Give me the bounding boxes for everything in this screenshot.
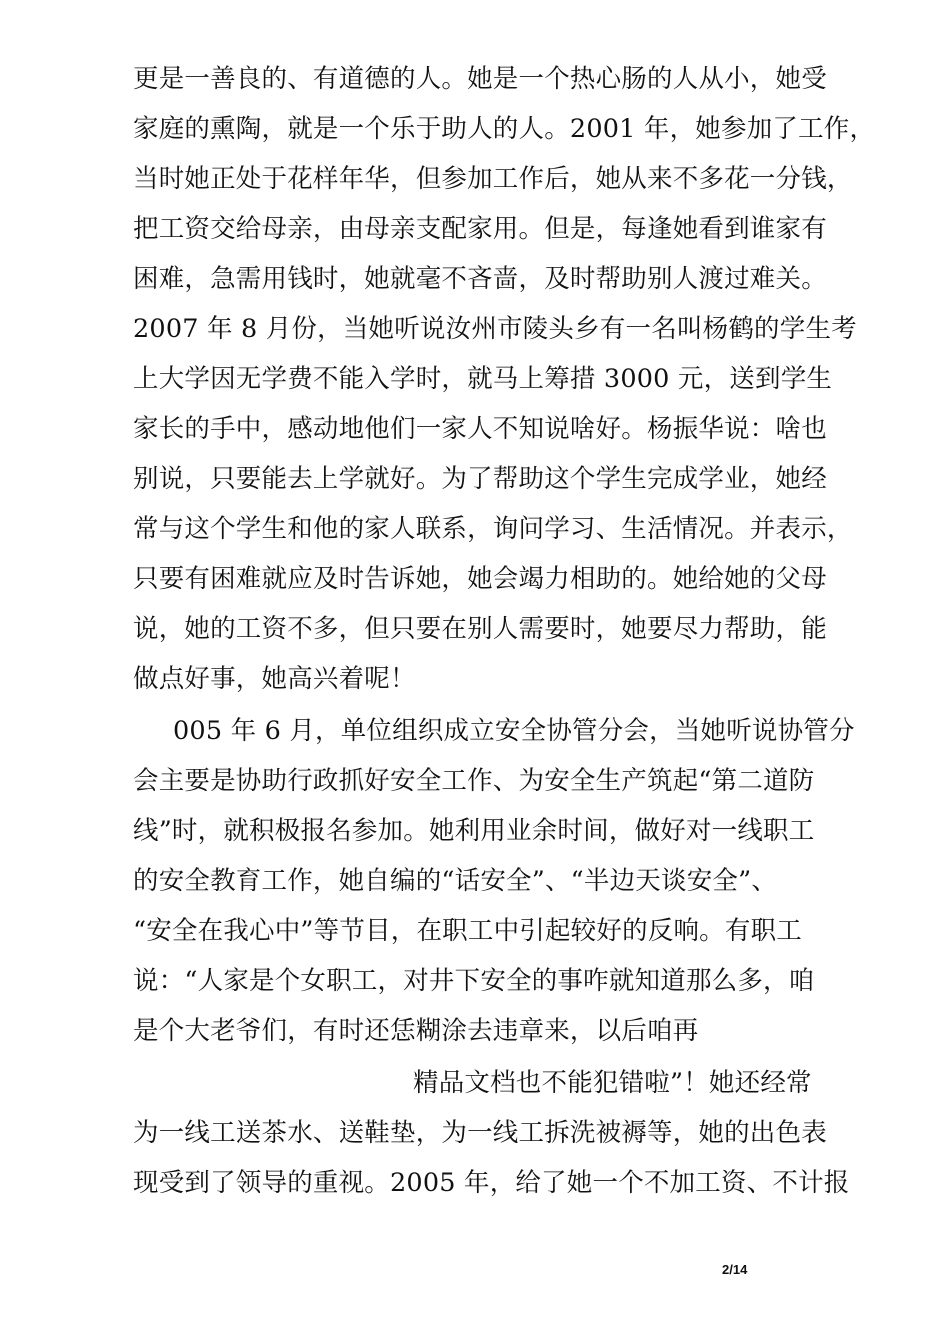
text-line: 更是一善良的、有道德的人。她是一个热心肠的人从小，她受 (133, 64, 827, 94)
text-line: 2007 年 8 月份，当她听说汝州市陵头乡有一名叫杨鹤的学生考 (133, 314, 857, 344)
text-line: 家庭的熏陶，就是一个乐于助人的人。2001 年，她参加了工作， (133, 114, 876, 144)
page-number: 2/14 (722, 1262, 748, 1277)
text-line: 上大学因无学费不能入学时，就马上筹措 3000 元，送到学生 (133, 364, 833, 394)
text-line: 困难，急需用钱时，她就毫不吝啬，及时帮助别人渡过难关。 (133, 264, 827, 294)
text-line-paragraph-start: 005 年 6 月，单位组织成立安全协管分会，当她听说协管分 (173, 716, 855, 746)
text-line: 为一线工送茶水、送鞋垫，为一线工拆洗被褥等，她的出色表 (133, 1118, 827, 1148)
text-line: 是个大老爷们，有时还恁糊涂去违章来，以后咱再 (133, 1016, 699, 1046)
text-line: 别说，只要能去上学就好。为了帮助这个学生完成学业，她经 (133, 464, 827, 494)
text-line: 做点好事，她高兴着呢！ (133, 664, 416, 694)
text-line: 说，她的工资不多，但只要在别人需要时，她要尽力帮助，能 (133, 614, 827, 644)
text-line: 会主要是协助行政抓好安全工作、为安全生产筑起“第二道防 (133, 766, 815, 796)
text-line-indented: 精品文档也不能犯错啦”！她还经常 (413, 1068, 812, 1098)
text-line: 说：“人家是个女职工，对井下安全的事咋就知道那么多，咱 (133, 966, 815, 996)
text-line: 只要有困难就应及时告诉她，她会竭力相助的。她给她的父母 (133, 564, 827, 594)
text-line: 常与这个学生和他的家人联系，询问学习、生活情况。并表示， (133, 514, 853, 544)
text-line: 把工资交给母亲，由母亲支配家用。但是，每逢她看到谁家有 (133, 214, 827, 244)
text-line: 线”时，就积极报名参加。她利用业余时间，做好对一线职工 (133, 816, 815, 846)
text-line: 家长的手中，感动地他们一家人不知说啥好。杨振华说：啥也 (133, 414, 827, 444)
text-line: 现受到了领导的重视。2005 年，给了她一个不加工资、不计报 (133, 1168, 850, 1198)
text-line: 当时她正处于花样年华，但参加工作后，她从来不多花一分钱， (133, 164, 853, 194)
text-line: “安全在我心中”等节目，在职工中引起较好的反响。有职工 (133, 916, 802, 946)
text-line: 的安全教育工作，她自编的“话安全”、“半边天谈安全”、 (133, 866, 778, 896)
